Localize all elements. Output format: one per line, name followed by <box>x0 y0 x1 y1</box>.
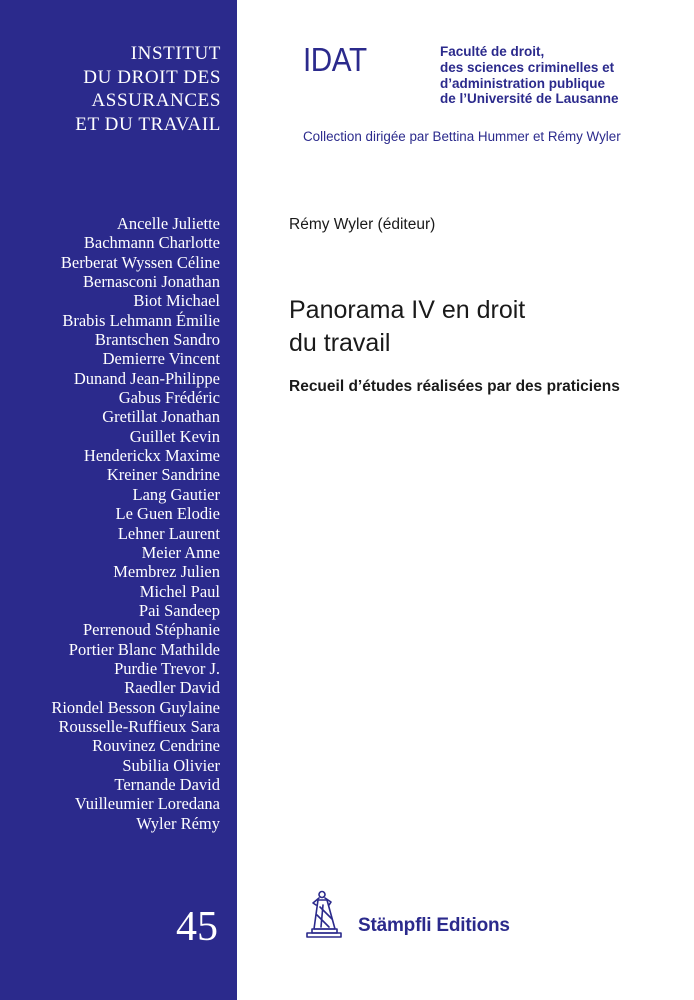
institute-line: INSTITUT <box>130 43 221 64</box>
sidebar-panel <box>0 0 237 1000</box>
author-name: Lehner Laurent <box>117 523 220 543</box>
book-subtitle: Recueil d’études réalisées par des praticiens <box>289 378 620 395</box>
author-name: Le Guen Elodie <box>115 504 220 524</box>
author-list <box>51 214 220 833</box>
author-name: Membrez Julien <box>113 562 220 582</box>
author-name: Brabis Lehmann Émilie <box>62 310 220 330</box>
volume-number: 45 <box>176 904 218 950</box>
author-name: Dunand Jean-Philippe <box>73 368 220 388</box>
author-name: Bachmann Charlotte <box>83 233 220 253</box>
author-name: Portier Blanc Mathilde <box>68 639 220 659</box>
author-name: Brantschen Sandro <box>94 330 220 350</box>
author-name: Subilia Olivier <box>122 755 220 775</box>
author-name: Purdie Trevor J. <box>114 658 220 678</box>
book-title <box>289 294 525 360</box>
author-name: Pai Sandeep <box>138 600 220 620</box>
institute-line: ET DU TRAVAIL <box>75 113 221 135</box>
author-name: Bernasconi Jonathan <box>82 272 220 292</box>
author-name: Wyler Rémy <box>136 813 220 833</box>
author-name: Kreiner Sandrine <box>106 465 220 485</box>
institute-name <box>75 42 221 136</box>
author-name: Rousselle-Ruffieux Sara <box>58 716 220 736</box>
faculty-line: d’administration publique <box>440 75 605 91</box>
author-name: Michel Paul <box>139 581 220 601</box>
faculty-line: Faculté de droit, <box>440 44 545 59</box>
author-name: Guillet Kevin <box>129 426 220 446</box>
author-name: Henderickx Maxime <box>83 446 220 466</box>
title-line: du travail <box>289 329 391 357</box>
author-name: Raedler David <box>124 678 220 698</box>
publisher-block <box>303 889 543 949</box>
author-name: Riondel Besson Guylaine <box>51 697 220 717</box>
institute-line: DU DROIT DES <box>83 66 221 88</box>
author-name: Berberat Wyssen Céline <box>60 252 220 272</box>
title-line: Panorama IV en droit <box>289 296 526 324</box>
author-name: Biot Michael <box>133 291 220 311</box>
author-name: Ternande David <box>114 774 220 794</box>
author-name: Meier Anne <box>141 542 220 562</box>
author-name: Vuilleumier Loredana <box>74 794 220 814</box>
faculty-line: de l’Université de Lausanne <box>440 91 619 107</box>
author-name: Gabus Frédéric <box>118 388 220 408</box>
faculty-name <box>440 44 619 107</box>
book-editor: Rémy Wyler (éditeur) <box>289 216 436 233</box>
author-name: Ancelle Juliette <box>116 214 220 233</box>
faculty-line: des sciences criminelles et <box>440 59 615 75</box>
author-name: Demierre Vincent <box>102 349 220 369</box>
institute-line: ASSURANCES <box>91 90 221 111</box>
author-name: Lang Gautier <box>132 484 220 504</box>
idat-logo: IDAT <box>303 41 367 78</box>
author-name: Gretillat Jonathan <box>102 407 220 427</box>
statue-icon <box>303 889 345 939</box>
author-name: Rouvinez Cendrine <box>92 736 220 756</box>
author-name: Perrenoud Stéphanie <box>82 620 220 640</box>
publisher-name: Stämpfli Editions <box>358 915 510 936</box>
collection-editors: Collection dirigée par Bettina Hummer et Rémy Wyler <box>303 129 621 144</box>
